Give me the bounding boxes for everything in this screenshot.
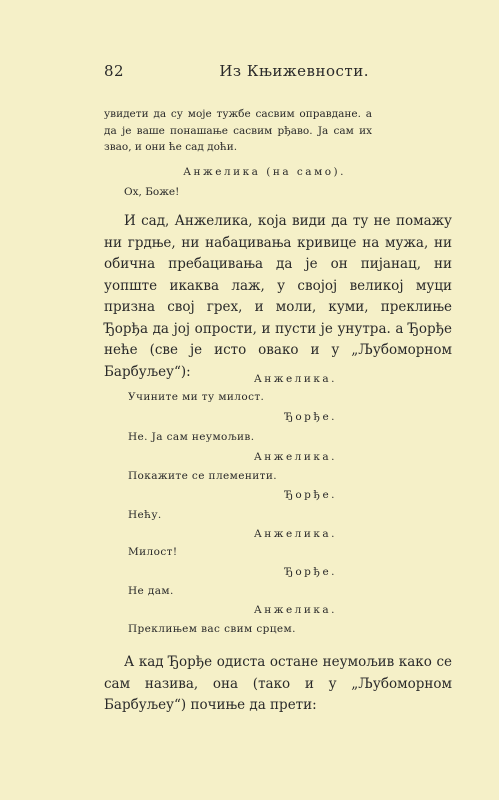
dialogue-line: Не дам. [128,585,174,597]
dialogue-speaker: Анжелика. [253,451,337,463]
dialogue-line: Покажите се племенити. [128,470,277,482]
page-number: 82 [104,62,125,80]
stage-direction-aside: Анжелика (на само). [183,166,346,178]
dialogue-line: Учините ми ту милост. [128,391,265,403]
dialogue-line: Милост! [128,546,178,558]
running-title: Из Књижевности. [219,62,369,80]
top-text: увидети да су моје тужбе сасвим оправдане. а да је ваше понашање сасвим рђаво. Ја сам их звао, и они ће сад доћи. [104,108,372,153]
dialogue-line: Не. Ја сам неумољив. [128,431,255,443]
dialogue-line: Нећу. [128,509,162,521]
dialogue-speaker: Ђорђе. [284,489,337,501]
dialogue-line: Преклињем вас свим срцем. [128,623,296,635]
exclamation: Ох, Боже! [124,186,180,198]
dialogue-speaker: Ђорђе. [284,411,337,423]
dialogue-speaker: Анжелика. [253,528,337,540]
dialogue-speaker: Ђорђе. [284,566,337,578]
dialogue-speaker: Анжелика. [253,373,337,385]
paragraph-1: И сад, Анжелика, која види да ту не помажу ни грдње, ни набацивања кривице на мужа, ни обична пребацивања да је он пијанац, ни уопште икаква лаж, у својој великој муци призна свој грех, и моли, куми, преклиње Ђорђа да јој опрости, и пусти је унутра. а Ђорђе неће (све је исто овако и у „Љубоморном Барбуљеу“): [104,213,452,380]
paragraph-2: А кад Ђорђе одиста остане неумољив како се сам назива, она (тако и у „Љубоморном Барбуљеу“) почиње да прети: [104,654,452,713]
dialogue-speaker: Анжелика. [253,604,337,616]
